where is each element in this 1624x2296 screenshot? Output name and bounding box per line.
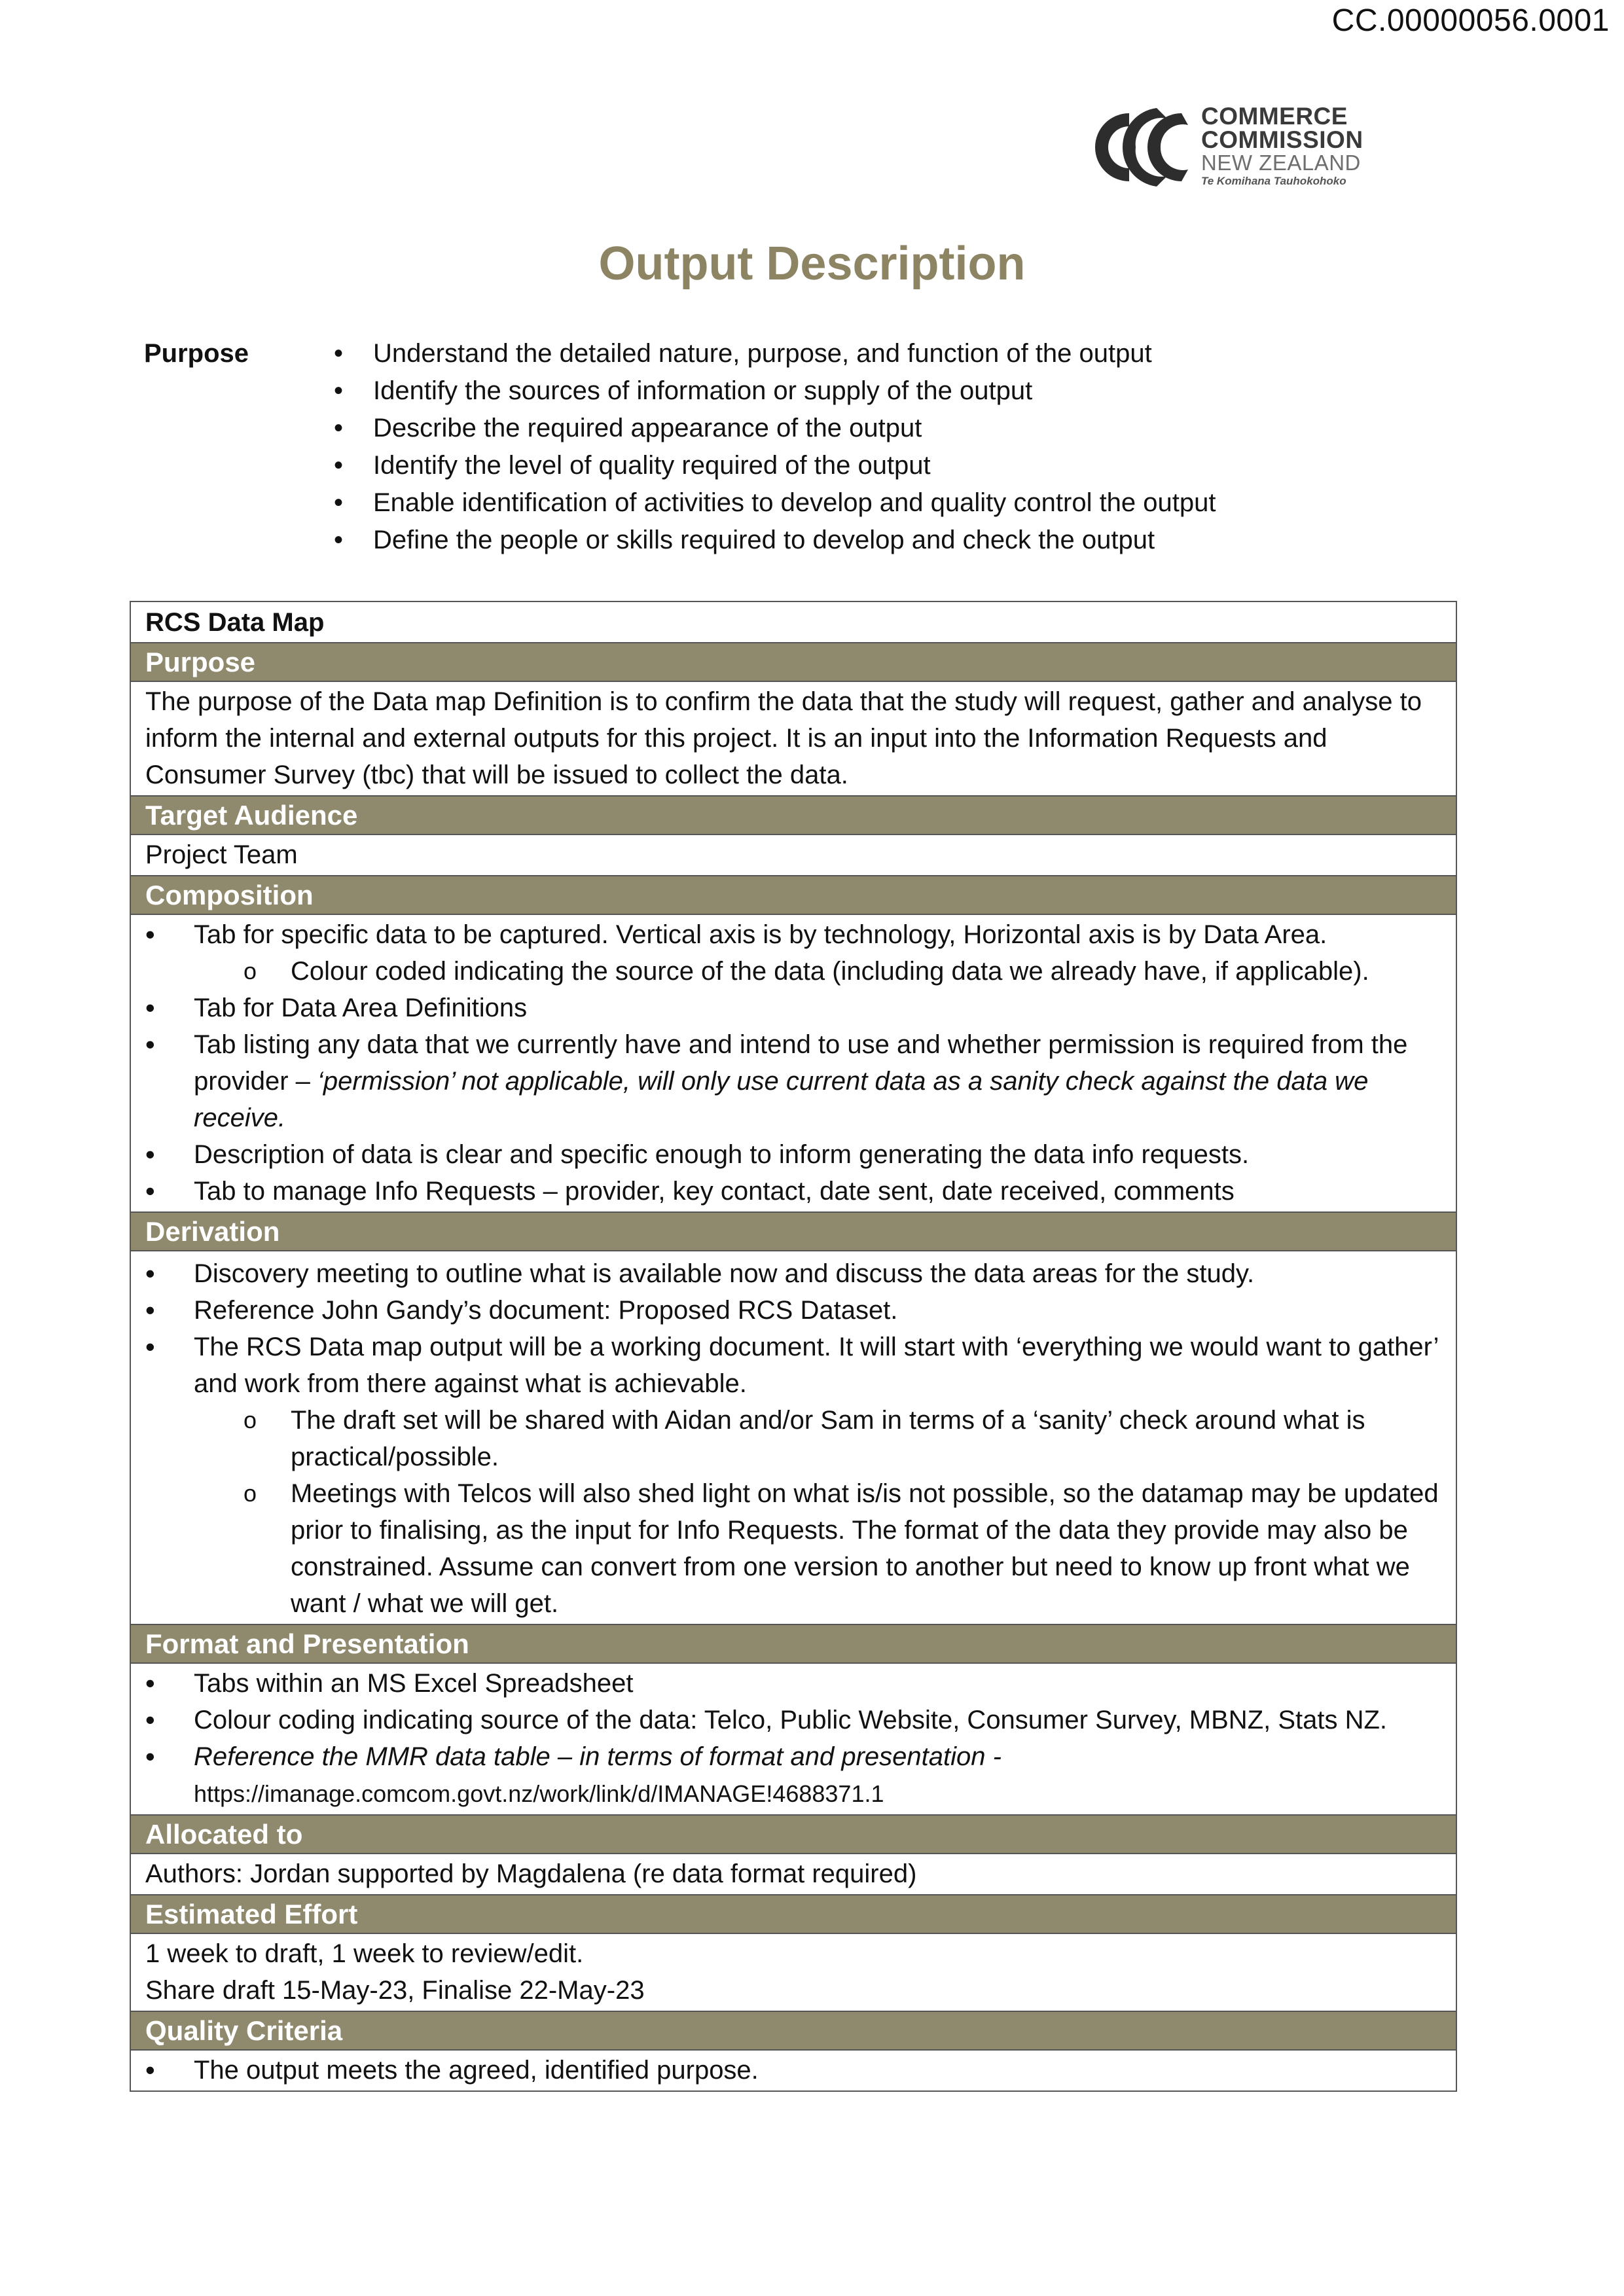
cc-logo-icon: [1083, 101, 1195, 193]
list-item: • Description of data is clear and specific enough to inform generating the data info requests.: [145, 1136, 1444, 1173]
list-item: • Reference John Gandy’s document: Proposed RCS Dataset.: [145, 1292, 1444, 1329]
section-heading-effort: Estimated Effort: [131, 1895, 1456, 1934]
output-description-table: [130, 601, 1457, 2092]
section-heading-composition: Composition: [131, 876, 1456, 915]
section-heading-derivation: Derivation: [131, 1213, 1456, 1251]
list-item: o The draft set will be shared with Aidan and/or Sam in terms of a ‘sanity’ check around what is practical/possible.: [145, 1402, 1444, 1475]
list-item: • The output meets the agreed, identified purpose.: [145, 2052, 1444, 2089]
logo-line-3: NEW ZEALAND: [1201, 151, 1361, 175]
target-audience-text: Project Team: [145, 840, 298, 869]
composition-item-1: Tab for specific data to be captured. Vertical axis is by technology, Horizontal axis is by Data Area.: [194, 920, 1327, 949]
section-body-composition: [131, 915, 1456, 1213]
list-item: • Enable identification of activities to develop and quality control the output: [334, 484, 1216, 522]
composition-item-3: Tab listing any data that we currently have and intend to use and whether permission is required from the provider –: [194, 1030, 1408, 1096]
section-body-allocated: [131, 1854, 1456, 1895]
section-heading-format: Format and Presentation: [131, 1625, 1456, 1664]
list-item: • Identify the level of quality required of the output: [334, 447, 1216, 484]
list-item: o Colour coded indicating the source of the data (including data we already have, if applicable).: [145, 953, 1444, 990]
section-body-target-audience: [131, 835, 1456, 876]
list-item: • Tab for Data Area Definitions: [145, 990, 1444, 1026]
list-item: • Tab to manage Info Requests – provider, key contact, date sent, date received, comments: [145, 1173, 1444, 1210]
section-body-format: [131, 1664, 1456, 1816]
list-item: • Tabs within an MS Excel Spreadsheet: [145, 1665, 1444, 1702]
list-item: [145, 1329, 1444, 1622]
section-heading-quality: Quality Criteria: [131, 2012, 1456, 2051]
commerce-commission-logo: [1083, 101, 1384, 193]
logo-tagline: Te Komihana Tauhokohoko: [1201, 175, 1346, 187]
list-item: • Identify the sources of information or supply of the output: [334, 372, 1216, 410]
list-item: o Meetings with Telcos will also shed light on what is/is not possible, so the datamap may be updated prior to finalising, as the input for Info Requests. The format of the data they provide may also be constrained. Assume can convert from one version to another but need to know up front what we want / what we will get.: [145, 1475, 1444, 1622]
section-body-purpose: [131, 682, 1456, 797]
format-item-3: Reference the MMR data table – in terms of format and presentation -: [194, 1742, 1001, 1771]
section-heading-purpose: Purpose: [131, 643, 1456, 682]
mmr-data-table-link[interactable]: https://imanage.comcom.govt.nz/work/link/d/IMANAGE!4688371.1: [194, 1780, 884, 1807]
section-heading-allocated: Allocated to: [131, 1816, 1456, 1854]
section-body-effort: [131, 1934, 1456, 2012]
logo-line-1: COMMERCE: [1201, 103, 1348, 130]
list-item: [145, 1026, 1444, 1136]
page-title: Output Description: [598, 238, 1026, 290]
document-id: CC.00000056.0001: [1331, 3, 1610, 38]
list-item: [145, 1738, 1444, 1812]
purpose-text: The purpose of the Data map Definition is to confirm the data that the study will request, gather and analyse to inform the internal and external outputs for this project. It is an input into the Information Requests and Consumer Survey (tbc) that will be issued to collect the data.: [145, 687, 1422, 789]
effort-line-1: 1 week to draft, 1 week to review/edit.: [145, 1939, 584, 1968]
composition-item-3-note: ‘permission’ not applicable, will only use current data as a sanity check against the data we receive.: [194, 1067, 1369, 1132]
list-item: • Discovery meeting to outline what is available now and discuss the data areas for the study.: [145, 1255, 1444, 1292]
list-item: • Colour coding indicating source of the data: Telco, Public Website, Consumer Survey, MBNZ, Stats NZ.: [145, 1702, 1444, 1738]
purpose-list: [334, 335, 1216, 559]
effort-line-2: Share draft 15-May-23, Finalise 22-May-23: [145, 1976, 645, 2005]
section-heading-target-audience: Target Audience: [131, 797, 1456, 835]
section-body-quality: [131, 2051, 1456, 2090]
section-body-derivation: [131, 1251, 1456, 1625]
allocated-text: Authors: Jordan supported by Magdalena (re data format required): [145, 1859, 917, 1888]
list-item: • Describe the required appearance of the output: [334, 410, 1216, 447]
logo-line-2: COMMISSION: [1201, 126, 1363, 153]
list-item: [145, 916, 1444, 990]
derivation-item-3: The RCS Data map output will be a working document. It will start with ‘everything we would want to gather’ and work from there against what is achievable.: [194, 1333, 1438, 1398]
output-name: RCS Data Map: [131, 602, 1456, 643]
purpose-label: Purpose: [144, 339, 249, 368]
list-item: • Define the people or skills required to develop and check the output: [334, 522, 1216, 559]
list-item: • Understand the detailed nature, purpose, and function of the output: [334, 335, 1216, 372]
